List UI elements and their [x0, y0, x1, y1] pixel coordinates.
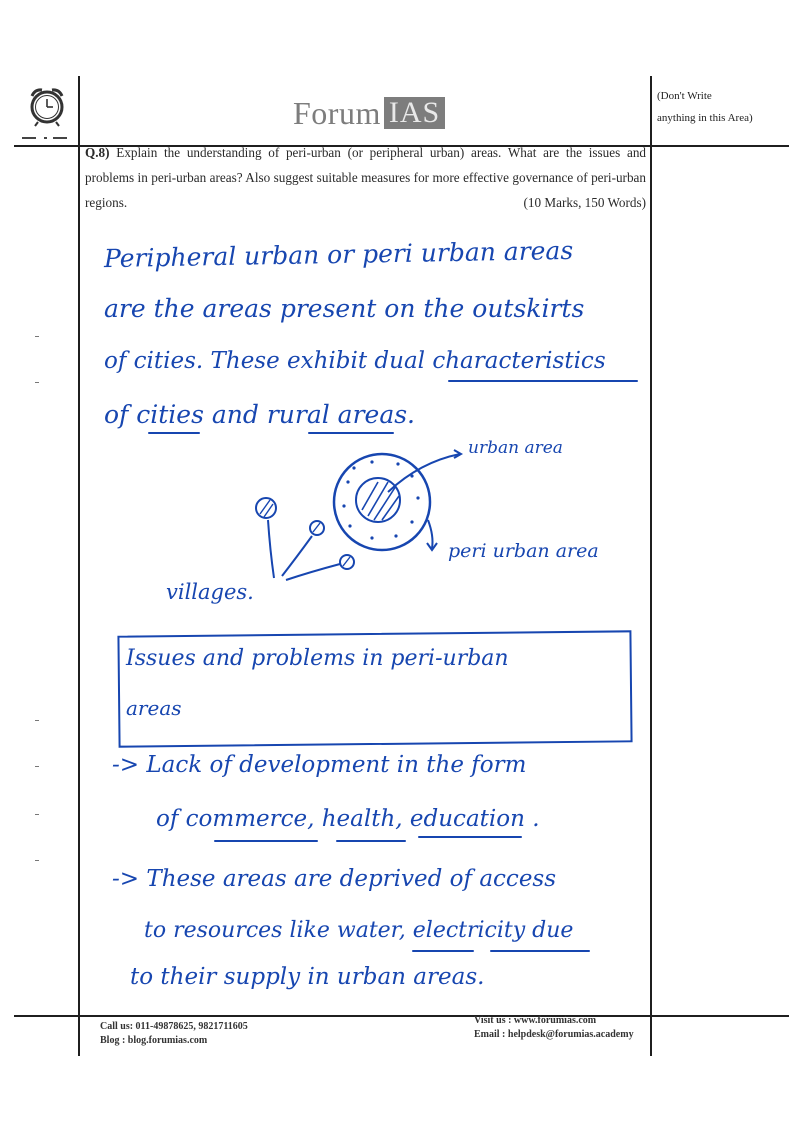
question-text: Explain the understanding of peri-urban (or peripheral urban) areas. What are the issues and problems in peri-urban areas? Also suggest suitable measures for more effective governance of peri-urban regions. — [85, 145, 647, 210]
margin-tick — [35, 860, 39, 861]
question-block — [85, 140, 646, 215]
logo-forum-text: Forum — [293, 95, 381, 131]
diagram-label-peri-urban-area: peri urban area — [448, 540, 599, 562]
margin-tick — [35, 382, 39, 383]
footer-blog: Blog : blog.forumias.com — [100, 1035, 208, 1046]
point-1-line-2: of commerce, health, education . — [156, 806, 540, 832]
answer-intro-line-3: of cities. These exhibit dual characteristics — [104, 348, 606, 374]
village-circle — [340, 555, 354, 569]
underline-cities — [148, 432, 200, 434]
footer-contact — [100, 1020, 248, 1048]
margin-note-line1: (Don't Write — [657, 90, 712, 102]
logo-ias-text: IAS — [384, 97, 445, 129]
right-margin-rule — [650, 76, 652, 1056]
underline-health — [336, 840, 406, 842]
margin-tick — [35, 814, 39, 815]
footer-call: Call us: 011-49878625, 9821711605 — [100, 1021, 248, 1032]
point-2-line-2: to resources like water, electricity due — [144, 918, 574, 943]
margin-note-line2: anything in this Area) — [657, 112, 753, 124]
footer-links — [474, 1014, 634, 1042]
footer-email: Email : helpdesk@forumias.academy — [474, 1029, 634, 1040]
footer-divider — [14, 1015, 789, 1017]
answer-intro-line-2: are the areas present on the outskirts — [104, 294, 585, 323]
question-number: Q.8) — [85, 145, 110, 160]
margin-tick — [35, 336, 39, 337]
margin-tick — [35, 720, 39, 721]
underline-water — [412, 950, 474, 952]
answer-intro-line-1: Peripheral urban or peri urban areas — [103, 235, 574, 274]
point-2-line-3: to their supply in urban areas. — [130, 964, 485, 990]
underline-electricity — [490, 950, 590, 952]
margin-tick — [35, 766, 39, 767]
footer-visit: Visit us : www.forumias.com — [474, 1015, 597, 1026]
forumias-logo — [293, 96, 445, 130]
underline-dual-characteristics — [448, 380, 638, 382]
diagram-label-villages: villages. — [166, 580, 254, 604]
alarm-clock-icon — [24, 82, 70, 128]
underline-education — [418, 836, 522, 838]
answer-intro-line-4: of cities and rural areas. — [104, 400, 415, 429]
left-margin-rule — [78, 76, 80, 1056]
peri-urban-ring — [334, 454, 430, 550]
logo-underline-marks — [22, 137, 72, 139]
point-1-line-1: -> Lack of development in the form — [112, 752, 527, 778]
diagram-label-urban-area: urban area — [468, 438, 563, 458]
village-circle — [310, 521, 324, 535]
question-marks: (10 Marks, 150 Words) — [523, 195, 646, 210]
underline-rural-areas — [308, 432, 394, 434]
issues-heading-line-1: Issues and problems in peri-urban — [126, 646, 509, 671]
underline-commerce — [214, 840, 318, 842]
point-2-line-1: -> These areas are deprived of access — [112, 866, 557, 892]
issues-heading-line-2: areas — [126, 696, 182, 720]
margin-note — [657, 85, 787, 129]
